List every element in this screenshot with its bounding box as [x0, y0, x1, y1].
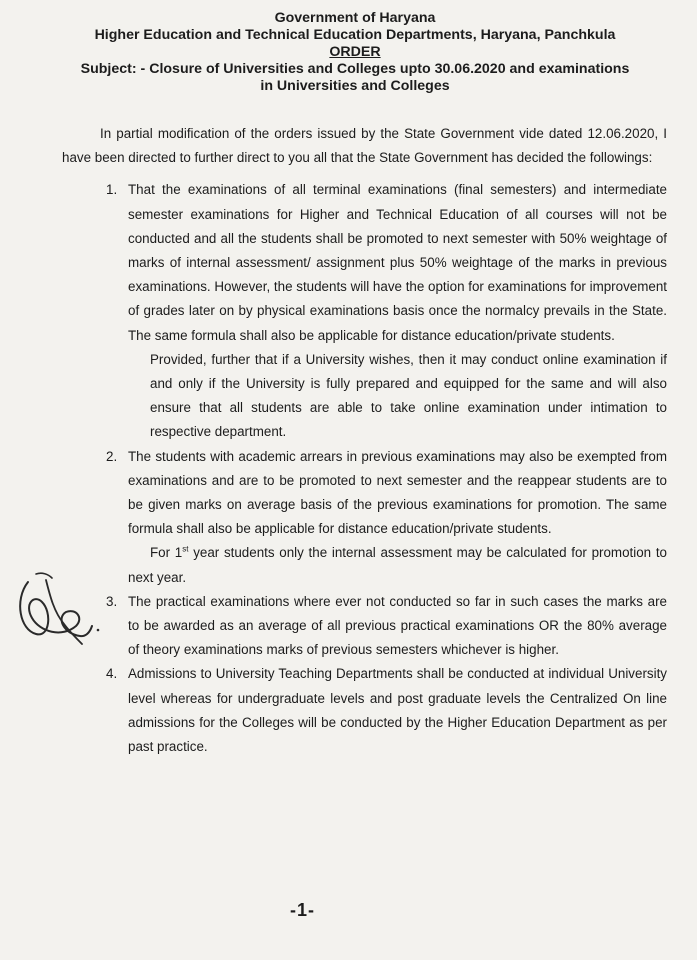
- point-number: 4.: [106, 666, 118, 682]
- point-2: [62, 445, 667, 590]
- subject-line-2: in Universities and Colleges: [260, 78, 450, 94]
- point-number: 2.: [106, 448, 118, 464]
- point-text: The practical examinations where ever not conducted so far in such cases the marks are to be awarded as an average of all previous practical examinations OR the 80% average of theory examinations marks of previous semesters whichever is higher.: [128, 593, 667, 658]
- department-title: Higher Education and Technical Education Departments, Haryana, Panchkula: [94, 27, 616, 43]
- point-4: [62, 662, 667, 759]
- handwritten-signature: [6, 560, 102, 660]
- document-body: [62, 122, 667, 759]
- page-number: -1-: [290, 900, 315, 920]
- note-text-post: year students only the internal assessment may be calculated for promotion to next year.: [128, 545, 667, 585]
- first-year-note: [128, 541, 667, 589]
- point-text: That the examinations of all terminal examinations (final semesters) and intermediate semester examinations for Higher and Technical Education of all courses will not be conducted and all the students shall be promoted to next semester with 50% weightage of marks of internal assessment/ assignment plus 50% weightage of the marks in previous examinations. However, the students will have the option for examinations for improvement of grades later on by physical examinations basis once the normalcy prevails in the State. The same formula shall also be applicable for distance education/private students.: [128, 182, 667, 343]
- intro-paragraph: In partial modification of the orders issued by the State Government vide dated 12.06.2020, I have been directed to further direct to you all that the State Government has decided the followings:: [62, 126, 667, 166]
- note-text-pre: For 1: [150, 545, 183, 561]
- order-heading: ORDER: [329, 44, 381, 60]
- point-number: 1.: [106, 182, 118, 198]
- document-header: [40, 10, 670, 95]
- proviso-paragraph: Provided, further that if a University wishes, then it may conduct online examination if and only if the University is fully prepared and equipped for the same and will also ensure that all students are able to take online examination under intimation to respective department.: [150, 351, 667, 440]
- subject-line-1: Subject: - Closure of Universities and Colleges upto 30.06.2020 and examinations: [80, 61, 630, 77]
- order-points: [62, 178, 667, 759]
- point-text: The students with academic arrears in previous examinations may also be exempted from examinations and are to be promoted to next semester and the reappear students are to be given marks on average basis of the previous examinations for promotion. The same formula shall also be applicable for distance education/private students.: [128, 448, 667, 537]
- point-text: Admissions to University Teaching Departments shall be conducted at individual University level whereas for undergraduate levels and post graduate levels the Centralized On line admissions for the Colleges will be conducted by the Higher Education Department as per past practice.: [128, 666, 667, 755]
- government-title: Government of Haryana: [274, 10, 436, 26]
- point-1: [62, 178, 667, 444]
- note-superscript: st: [182, 544, 189, 554]
- point-3: [62, 590, 667, 663]
- point-number: 3.: [106, 593, 118, 609]
